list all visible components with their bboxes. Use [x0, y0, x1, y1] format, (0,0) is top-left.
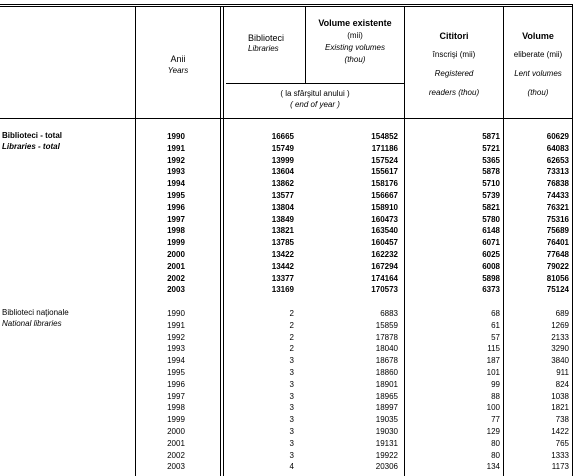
readers-cell: 80 — [491, 438, 500, 448]
lent-volumes-cell: 74433 — [546, 190, 569, 200]
libraries-cell: 13442 — [271, 261, 294, 271]
lent-volumes-cell: 689 — [555, 309, 569, 318]
table-row — [0, 273, 572, 285]
header-volumes-ro-2: (mii) — [347, 31, 363, 40]
volumes-cell: 155617 — [371, 167, 398, 177]
header-libraries-en: Libraries — [248, 44, 279, 53]
readers-cell: 5871 — [482, 132, 500, 141]
readers-cell: 134 — [486, 462, 500, 472]
table-row — [0, 402, 572, 414]
year-cell: 2003 — [167, 285, 185, 295]
year-cell: 2000 — [167, 426, 185, 436]
lent-volumes-cell: 1269 — [551, 320, 569, 330]
header-lent-en-2: (thou) — [527, 88, 549, 97]
libraries-cell: 13785 — [271, 238, 294, 248]
lent-volumes-cell: 911 — [556, 367, 569, 377]
readers-cell: 6373 — [482, 285, 500, 295]
year-cell: 2001 — [167, 438, 185, 448]
readers-cell: 6025 — [482, 249, 500, 259]
lent-volumes-cell: 1333 — [551, 450, 569, 460]
lent-volumes-cell: 75316 — [546, 214, 569, 224]
year-cell: 1996 — [167, 379, 185, 389]
readers-cell: 101 — [486, 367, 500, 377]
libraries-cell: 13377 — [271, 273, 294, 283]
table-row — [0, 355, 572, 367]
year-cell: 1992 — [167, 332, 185, 342]
table-row — [0, 461, 572, 473]
readers-cell: 57 — [491, 332, 500, 342]
lent-volumes-cell: 60629 — [546, 132, 569, 141]
volumes-cell: 167294 — [371, 261, 398, 271]
table-row — [0, 190, 572, 202]
header-readers-en-1: Registered — [434, 69, 474, 78]
libraries-cell: 13821 — [271, 226, 294, 236]
readers-cell: 80 — [491, 450, 500, 460]
lent-volumes-cell: 81056 — [546, 273, 569, 283]
table-row — [0, 155, 572, 167]
volumes-cell: 18965 — [375, 391, 398, 401]
year-cell: 1990 — [167, 309, 185, 318]
volumes-cell: 15859 — [375, 320, 398, 330]
readers-cell: 5821 — [482, 202, 500, 212]
section-national-label-en: National libraries — [2, 319, 62, 328]
header-end-of-year-en: ( end of year ) — [290, 100, 340, 109]
readers-cell: 5780 — [482, 214, 500, 224]
libraries-cell: 2 — [289, 320, 294, 330]
year-cell: 1995 — [167, 367, 185, 377]
volumes-cell: 19035 — [375, 415, 398, 425]
volumes-cell: 163540 — [371, 226, 398, 236]
year-cell: 1998 — [167, 226, 185, 236]
section-total-label-en: Libraries - total — [2, 142, 60, 151]
libraries-cell: 13999 — [271, 155, 294, 165]
readers-cell: 6148 — [482, 226, 500, 236]
lent-volumes-cell: 2133 — [551, 332, 569, 342]
readers-cell: 61 — [491, 320, 500, 330]
libraries-cell: 2 — [289, 309, 294, 318]
table-row — [0, 426, 572, 438]
volumes-cell: 154852 — [371, 132, 398, 141]
volumes-cell: 160457 — [371, 238, 398, 248]
libraries-cell: 16665 — [271, 132, 294, 141]
lent-volumes-cell: 62653 — [546, 155, 569, 165]
header-readers-ro-2: înscrişi (mii) — [432, 50, 476, 59]
readers-cell: 5898 — [482, 273, 500, 283]
lent-volumes-cell: 1422 — [551, 426, 569, 436]
lent-volumes-cell: 3290 — [551, 344, 569, 354]
year-cell: 1994 — [167, 356, 185, 366]
lent-volumes-cell: 77648 — [546, 249, 569, 259]
volumes-cell: 156667 — [371, 190, 398, 200]
volumes-cell: 157524 — [371, 155, 398, 165]
lent-volumes-cell: 1173 — [551, 462, 569, 472]
header-lent-ro-2: eliberate (mii) — [513, 50, 563, 59]
header-years-en: Years — [167, 66, 189, 75]
table-row — [0, 450, 572, 462]
header-years-ro: Anii — [170, 54, 186, 64]
libraries-cell: 13577 — [271, 190, 294, 200]
table-row — [0, 166, 572, 178]
header-bottom-border — [0, 118, 572, 119]
volumes-cell: 158910 — [371, 202, 398, 212]
year-cell: 2000 — [167, 249, 185, 259]
year-cell: 2001 — [167, 261, 185, 271]
year-cell: 2003 — [167, 462, 185, 472]
table-row — [0, 214, 572, 226]
table-row — [0, 367, 572, 379]
table-row — [0, 202, 572, 214]
table-row — [0, 308, 572, 320]
header-readers-ro-1: Cititori — [439, 31, 469, 41]
table-row — [0, 178, 572, 190]
table-row — [0, 249, 572, 261]
libraries-cell: 3 — [289, 450, 294, 460]
volumes-cell: 174164 — [371, 273, 398, 283]
lent-volumes-cell: 765 — [555, 438, 569, 448]
volumes-cell: 19922 — [375, 450, 398, 460]
header-lent-ro-1: Volume — [522, 31, 554, 41]
year-cell: 1995 — [167, 190, 185, 200]
readers-cell: 187 — [486, 356, 500, 366]
lent-volumes-cell: 79022 — [546, 261, 569, 271]
libraries-cell: 13849 — [271, 214, 294, 224]
table-row — [0, 261, 572, 273]
lent-volumes-cell: 76401 — [546, 238, 569, 248]
volumes-cell: 160473 — [371, 214, 398, 224]
volumes-cell: 19030 — [375, 426, 398, 436]
readers-cell: 115 — [487, 344, 500, 354]
header-lent-en-1: Lent volumes — [514, 69, 562, 78]
libraries-cell: 15749 — [271, 143, 294, 153]
readers-cell: 5710 — [482, 179, 500, 189]
volumes-cell: 18997 — [375, 403, 398, 413]
table-top-border — [0, 4, 572, 5]
libraries-cell: 13422 — [271, 249, 294, 259]
lent-volumes-cell: 75689 — [546, 226, 569, 236]
header-volumes-en-2: (thou) — [344, 55, 366, 64]
volumes-cell: 162232 — [371, 249, 398, 259]
section-total-rows — [0, 131, 572, 296]
year-cell: 1999 — [167, 415, 185, 425]
libraries-cell: 3 — [289, 415, 294, 425]
year-cell: 1993 — [167, 167, 185, 177]
lent-volumes-cell: 75124 — [546, 285, 569, 295]
year-cell: 1994 — [167, 179, 185, 189]
lent-volumes-cell: 76321 — [546, 202, 569, 212]
section-national-rows — [0, 308, 572, 473]
year-cell: 1997 — [167, 391, 185, 401]
volumes-cell: 17878 — [375, 332, 398, 342]
year-cell: 2002 — [167, 450, 185, 460]
libraries-cell: 3 — [289, 391, 294, 401]
readers-cell: 5739 — [482, 190, 500, 200]
section-national-label-ro: Biblioteci naţionale — [2, 308, 69, 317]
libraries-cell: 13862 — [271, 179, 294, 189]
year-cell: 1991 — [167, 320, 185, 330]
header-volumes-ro-1: Volume existente — [318, 18, 392, 28]
table-right-border — [572, 4, 573, 476]
readers-cell: 6071 — [482, 238, 500, 248]
lent-volumes-cell: 738 — [555, 415, 569, 425]
table-row — [0, 391, 572, 403]
year-cell: 2002 — [167, 273, 185, 283]
readers-cell: 129 — [486, 426, 500, 436]
volumes-cell: 20306 — [375, 462, 398, 472]
table-row — [0, 332, 572, 344]
volumes-cell: 19131 — [375, 438, 398, 448]
readers-cell: 100 — [486, 403, 500, 413]
lent-volumes-cell: 73313 — [546, 167, 569, 177]
libraries-cell: 3 — [289, 379, 294, 389]
table-row — [0, 131, 572, 143]
year-cell: 1997 — [167, 214, 185, 224]
libraries-cell: 3 — [289, 426, 294, 436]
table-row — [0, 438, 572, 450]
readers-cell: 6008 — [482, 261, 500, 271]
table-top-border-double — [0, 6, 572, 7]
readers-cell: 77 — [491, 415, 500, 425]
table-row — [0, 379, 572, 391]
volumes-cell: 18860 — [375, 367, 398, 377]
lent-volumes-cell: 1038 — [551, 391, 569, 401]
libraries-cell: 2 — [289, 332, 294, 342]
readers-cell: 88 — [491, 391, 500, 401]
section-total-label-ro: Biblioteci - total — [2, 131, 62, 140]
libraries-cell: 3 — [289, 403, 294, 413]
year-cell: 1991 — [167, 143, 185, 153]
libraries-cell: 13604 — [271, 167, 294, 177]
header-end-of-year-ro: ( la sfârşitul anului ) — [280, 89, 350, 98]
volumes-cell: 158176 — [371, 179, 398, 189]
libraries-cell: 4 — [289, 462, 294, 472]
year-cell: 1999 — [167, 238, 185, 248]
table-row — [0, 143, 572, 155]
libraries-cell: 13804 — [271, 202, 294, 212]
readers-cell: 99 — [491, 379, 500, 389]
year-cell: 1998 — [167, 403, 185, 413]
readers-cell: 5365 — [482, 155, 500, 165]
table-row — [0, 284, 572, 296]
libraries-cell: 3 — [289, 438, 294, 448]
year-cell: 1993 — [167, 344, 185, 354]
table-row — [0, 237, 572, 249]
subheader-divider — [226, 83, 404, 84]
header-readers-en-2: readers (thou) — [428, 88, 480, 97]
volumes-cell: 18901 — [375, 379, 398, 389]
year-cell: 1996 — [167, 202, 185, 212]
libraries-cell: 13169 — [271, 285, 294, 295]
header-libraries-ro: Biblioteci — [248, 33, 285, 43]
table-row — [0, 320, 572, 332]
readers-cell: 5721 — [482, 143, 500, 153]
readers-cell: 68 — [491, 309, 500, 318]
readers-cell: 5878 — [482, 167, 500, 177]
volumes-cell: 6883 — [380, 309, 398, 318]
lent-volumes-cell: 824 — [555, 379, 569, 389]
table-row — [0, 225, 572, 237]
libraries-cell: 3 — [289, 367, 294, 377]
volumes-cell: 171186 — [371, 143, 398, 153]
lent-volumes-cell: 1821 — [551, 403, 569, 413]
year-cell: 1990 — [167, 132, 185, 141]
volumes-cell: 18040 — [375, 344, 398, 354]
lent-volumes-cell: 64083 — [546, 143, 569, 153]
libraries-cell: 2 — [289, 344, 294, 354]
lent-volumes-cell: 3840 — [551, 356, 569, 366]
table-row — [0, 414, 572, 426]
header-volumes-en-1: Existing volumes — [324, 43, 386, 52]
year-cell: 1992 — [167, 155, 185, 165]
libraries-cell: 3 — [289, 356, 294, 366]
lent-volumes-cell: 76838 — [546, 179, 569, 189]
table-row — [0, 343, 572, 355]
volumes-cell: 18678 — [375, 356, 398, 366]
volumes-cell: 170573 — [371, 285, 398, 295]
